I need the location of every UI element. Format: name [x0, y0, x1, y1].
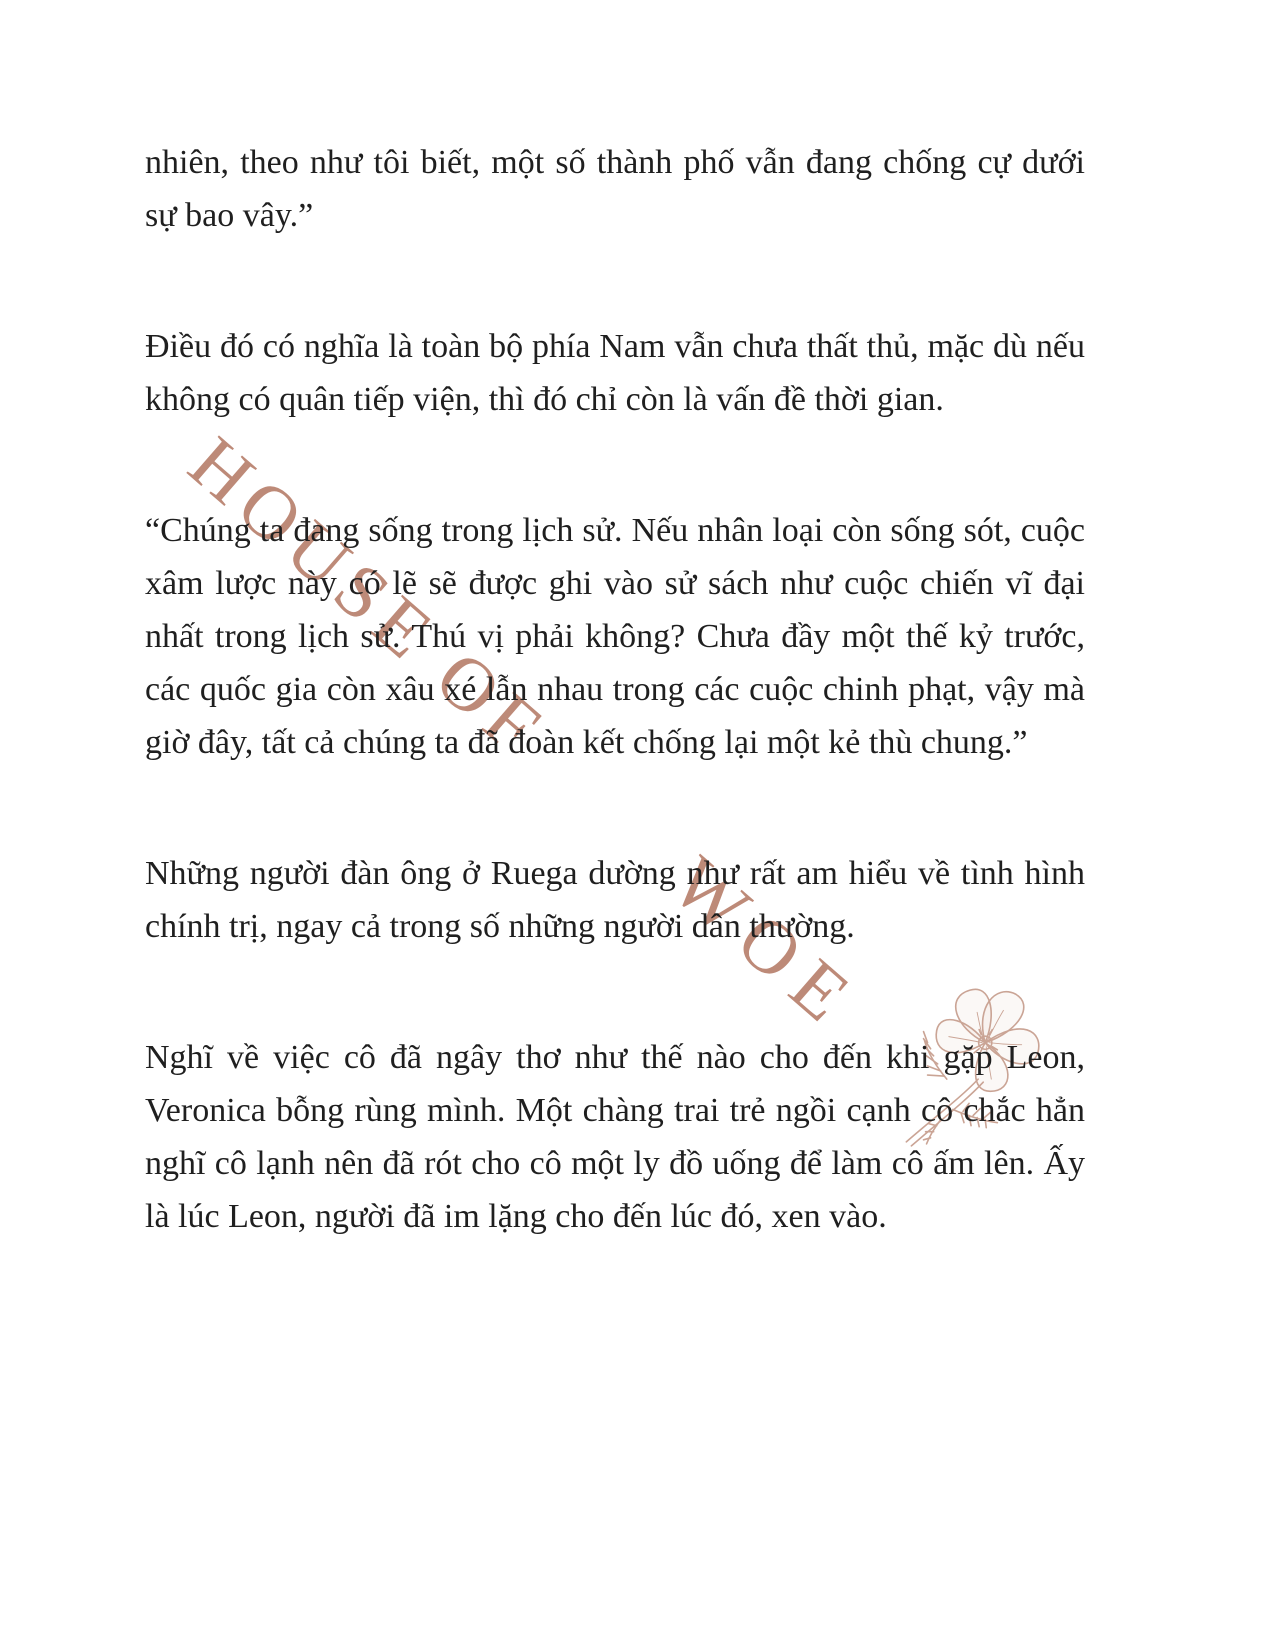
paragraph: Nghĩ về việc cô đã ngây thơ như thế nào cho đến khi gặp Leon, Veronica bỗng rùng mình. Một chàng trai trẻ ngồi cạnh cô chắc hẳn nghĩ cô lạnh nên đã rót cho cô một ly đồ uống để làm cô ấm lên. Ấy là lúc Leon, người đã im lặng cho đến lúc đó, xen vào.: [145, 1039, 1085, 1235]
paragraph: Những người đàn ông ở Ruega dường như rất am hiểu về tình hình chính trị, ngay cả trong số những người dân thường.: [145, 855, 1085, 945]
watermark-word-woe: WOE: [656, 840, 876, 1047]
paragraph: Điều đó có nghĩa là toàn bộ phía Nam vẫn chưa thất thủ, mặc dù nếu không có quân tiếp viện, thì đó chỉ còn là vấn đề thời gian.: [145, 328, 1085, 418]
watermark-word-house: HOUSE: [173, 420, 454, 681]
paragraph: nhiên, theo như tôi biết, một số thành phố vẫn đang chống cự dưới sự bao vây.”: [145, 144, 1085, 234]
watermark-word-of: OF: [419, 635, 562, 775]
paragraph: “Chúng ta đang sống trong lịch sử. Nếu nhân loại còn sống sót, cuộc xâm lược này có lẽ sẽ được ghi vào sử sách như cuộc chiến vĩ đại nhất trong lịch sử. Thú vị phải không? Chưa đầy một thế kỷ trước, các quốc gia còn xâu xé lẫn nhau trong các cuộc chinh phạt, vậy mà giờ đây, tất cả chúng ta đã đoàn kết chống lại một kẻ thù chung.”: [145, 512, 1085, 761]
